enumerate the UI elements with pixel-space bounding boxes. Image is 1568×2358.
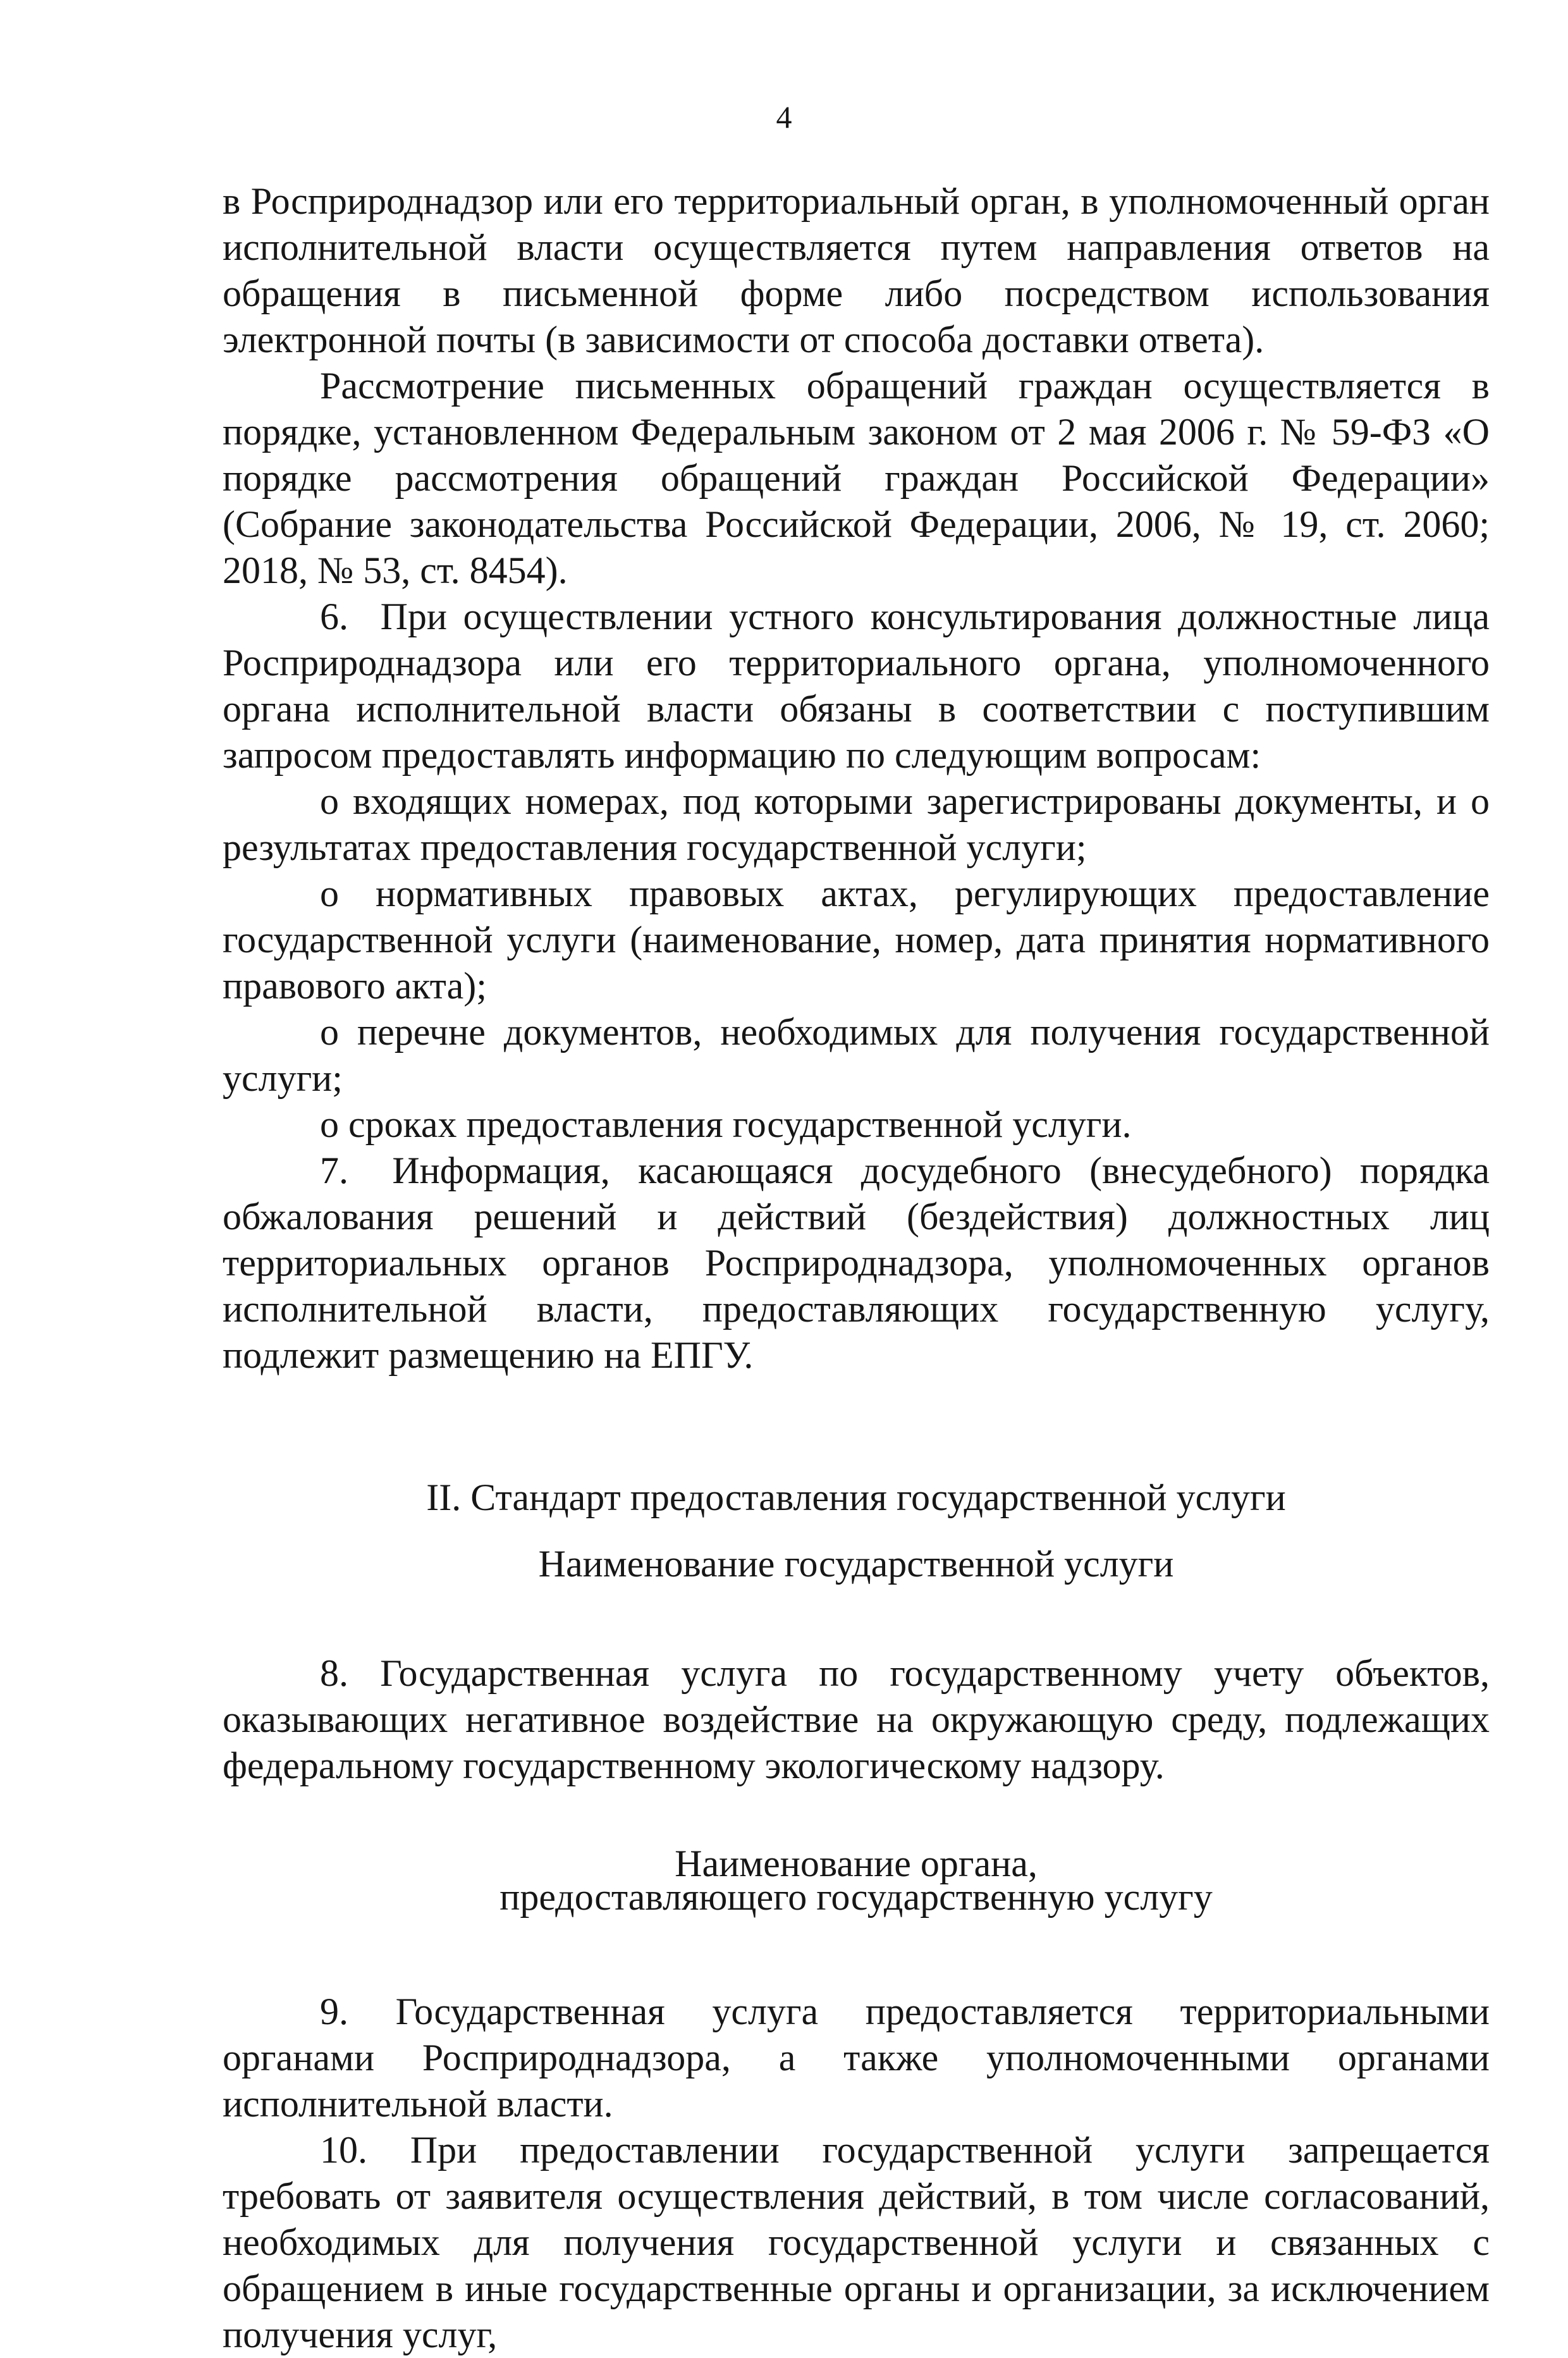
paragraph-7 [223, 1148, 1490, 1379]
list-item-documents-list: о перечне документов, необходимых для получения государственной услуги; [223, 1011, 1490, 1099]
document-body [223, 178, 1490, 2358]
subheading-authority-line-2: предоставляющего государственную услугу [499, 1876, 1213, 1918]
paragraph-9: 9. Государственная услуга предоставляется территориальными органами Росприроднадзора, а также уполномоченными органами исполнительной власти. [223, 1991, 1490, 2125]
paragraph-7-text: Информация, касающаяся досудебного (внесудебного) порядка обжалования решений и действий (бездействия) должностных лиц территориальных органов Росприроднадзора, уполномоченных органов исполнительной власти, предоставляющих государственную услугу, подлежит размещению на ЕПГУ. [223, 1150, 1490, 1376]
section-title: II. Стандарт предоставления государственной услуги [426, 1477, 1286, 1518]
subheading-service-name: Наименование государственной услуги [538, 1543, 1174, 1585]
paragraph-7-number: 7. [320, 1150, 348, 1191]
paragraph-6-text: При осуществлении устного консультирования должностные лица Росприроднадзора или его территориального органа, уполномоченного органа исполнительной власти обязаны в соответствии с поступившим запросом предоставлять информацию по следующим вопросам: [223, 596, 1490, 776]
subheading-authority-line-1: Наименование органа, [675, 1843, 1038, 1884]
paragraph-8: 8. Государственная услуга по государственному учету объектов, оказывающих негативное воздействие на окружающую среду, подлежащих федеральному государственному экологическому надзору. [223, 1652, 1490, 1786]
paragraph-review-procedure: Рассмотрение письменных обращений граждан осуществляется в порядке, установленном Федеральным законом от 2 мая 2006 г. № 59-ФЗ «О порядке рассмотрения обращений граждан Российской Федерации» (Собрание законодательства Российской Федерации, 2006, № 19, ст. 2060; 2018, № 53, ст. 8454). [223, 365, 1490, 591]
paragraph-6-number: 6. [320, 596, 348, 637]
list-item-incoming-numbers: о входящих номерах, под которыми зарегистрированы документы, и о результатах предоставления государственной услуги; [223, 780, 1490, 868]
list-item-deadlines: о сроках предоставления государственной услуги. [320, 1103, 1132, 1145]
paragraph-6 [223, 594, 1490, 778]
subheading-authority-name [223, 1843, 1490, 1918]
paragraph-10: 10. При предоставлении государственной услуги запрещается требовать от заявителя осуществления действий, в том числе согласований, необходимых для получения государственной услуги и связанных с обращением в иные государственные органы и организации, за исключением получения услуг, [223, 2129, 1490, 2355]
paragraph-continuation: в Росприроднадзор или его территориальный орган, в уполномоченный орган исполнительной власти осуществляется путем направления ответов на обращения в письменной форме либо посредством использования электронной почты (в зависимости от способа доставки ответа). [223, 180, 1490, 360]
list-item-normative-acts: о нормативных правовых актах, регулирующих предоставление государственной услуги (наименование, номер, дата принятия нормативного правового акта); [223, 873, 1490, 1007]
page-number: 4 [776, 99, 792, 135]
